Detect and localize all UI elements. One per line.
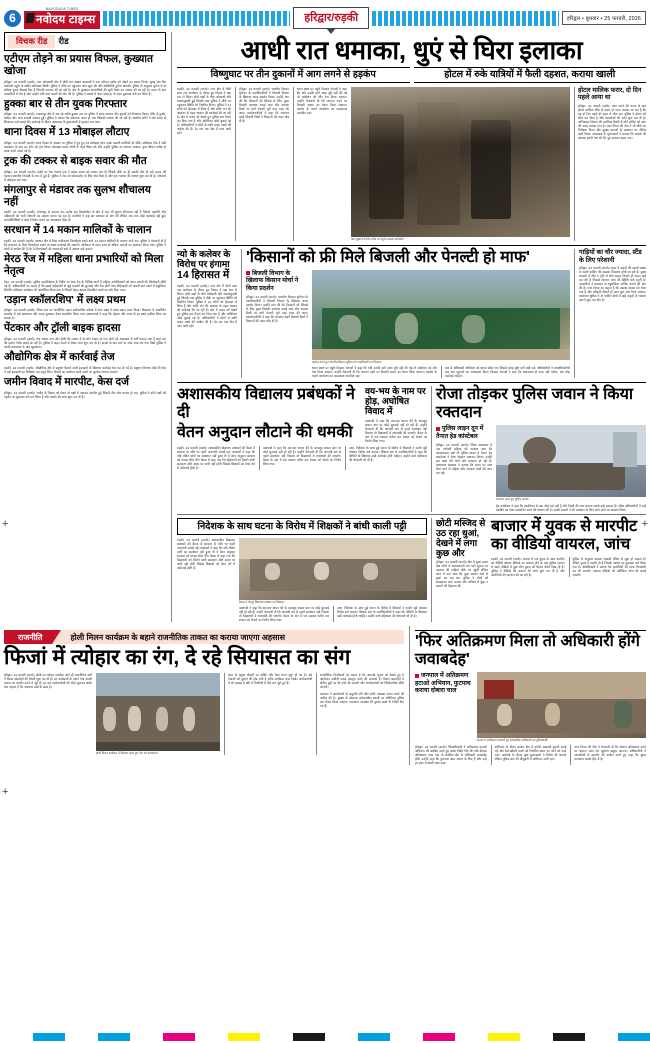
blood-text-2: हेड कांस्टेबल ने कहा कि इंसानियत से बड़ा कोई धर्म नहीं है और किसी की जान बचाना सबसे बड़ी इबादत है। वरिष्ठ अधिकारियों ने उन्हें प्रशस्ति पत्र देकर सम्मानित करने की घोषणा की है। साथी जवानों ने भी रक्तदान के लिए आगे आने का संकल्प लिया।	[496, 503, 646, 512]
lead-subhead-right: होटल में रुके यात्रियों में फैली दहशत, कराया खाली	[414, 67, 647, 83]
politics-headline[interactable]: फिजां में त्योहार का रंग, दे रहे सियासत का संग	[4, 646, 351, 670]
teachers-headline-l1[interactable]: अशासकीय विद्यालय प्रबंधकों ने दी	[177, 386, 355, 422]
mid-kicker-text: रुड़की, 24 फरवरी (वार्ता)। नगर क्षेत्र में बीती शाम एक कार्यक्रम के दौरान हुए विवाद ने बड़ा रूप ले लिया। दोनों पक्षों के बीच नारेबाजी और धक्कामुक्की हुई जिसके बाद पुलिस ने मौके पर पहुंचकर स्थिति को नियंत्रित किया। पुलिस ने 14 लोगों को हिरासत में लिया है और शांति भंग की आशंका के तहत चालान की कार्रवाई की जा रही है। क्षेत्र में तनाव को देखते हुए पुलिस बल तैनात कर दिया गया है और अतिरिक्त फोर्स बुलाई गई है। अधिकारियों ने लोगों से शांति बनाए रखने की अपील की है। देर रात तक क्षेत्र में गश्त जारी रही।	[177, 283, 237, 328]
date-line: हरिद्वार • बुधवार • 25 फरवरी, 2026	[562, 11, 646, 25]
sidebar-text-2: हरिद्वार, 24 फरवरी (वार्ता)। शहर में वाहनों की बढ़ती संख्या के चलते पार्किंग की समस्या विकराल होती जा रही है। मुख्य बाजारों में स्टैंड न होने से लोग सड़क किनारे ही वाहन खड़े कर देते हैं जिससे दिनभर जाम की स्थिति बनी रहती है। व्यापारियों ने प्रशासन से बहुमंजिला पार्किंग बनाने की मांग की है। नगर निगम का कहना है कि प्रस्ताव शासन को भेजा गया है और स्वीकृति मिलते ही काम शुरू करा दिया जाएगा। यातायात पुलिस ने नो पार्किंग क्षेत्रों में खड़े वाहनों के चालान काटने शुरू कर दिए हैं।	[579, 266, 646, 303]
decorative-bars-left	[103, 11, 290, 26]
mosque-head[interactable]: छोटी मस्जिद से उठ रहा धुआं, देखने में लगा कुछ और	[436, 517, 486, 558]
mosque-text: हरिद्वार, 24 फरवरी (वार्ता)। क्षेत्र में धुआं उठता देख लोगों में अफरातफरी मच गई। सूचना पर दमकल की गाड़ियां मौके पर पहुंचीं लेकिन जांच में पता चला कि कूड़ा जलाए जाने से धुआं उठ रहा था। पुलिस ने लोगों को समझाकर शांत कराया और भविष्य में कूड़ा न जलाने की हिदायत दी।	[436, 559, 488, 588]
sidebar-head-2[interactable]: गाड़ियों का चौर ज्यादा, स्टैंड के लिए परेशानी	[579, 249, 642, 264]
encroach-text-1: हरिद्वार, 24 फरवरी (वार्ता)। जिलाधिकारी ने अतिक्रमण हटाओ अभियान की समीक्षा करते हुए सख्त निर्देश दिए कि यदि दोबारा अतिक्रमण पाया गया तो संबंधित क्षेत्र के अधिकारी जवाबदेह होंगे। उन्होंने कहा कि फुटपाथ आम जनता के लिए हैं और उन्हें हर हाल में खाली रखा जाए।	[415, 744, 487, 765]
encroach-bullet-0: जनपाल में अतिक्रमण हटाओ अभियान, फुटपाथ कराया दोबारा चाल	[415, 672, 473, 695]
qr-headline-1[interactable]: हुक्का बार से तीन युवक गिरफ्तार	[4, 97, 127, 110]
decorative-bars-right	[372, 11, 559, 26]
teachers-text-2: वक्ताओं ने कहा कि बार-बार ज्ञापन देने के बावजूद शासन स्तर पर कोई सुनवाई नहीं हो रही है। उन्होंने चेतावनी दी कि आगामी सत्र से पहले समाधान नहीं निकला तो विद्यालयों में तालाबंदी की जाएगी। बैठक के अंत में एक प्रस्ताव पारित कर शासन को भेजने का निर्णय लिया गया।	[259, 446, 341, 470]
qr-text-1: हरिद्वार, 24 फरवरी (वार्ता)। ज्वालापुर क्षेत्र में चल रहे अवैध हुक्का बार पर पुलिस ने छापा मारकर तीन युवकों को गिरफ्तार किया। मौके से हुक्के, फ्लेवर और अन्य सामग्री बरामद हुई। पुलिस ने बताया कि संचालक फरार हो गया जिसकी तलाश की जा रही है। स्थानीय लोगों ने लंबे समय से शिकायत दर्ज कराई थी। कार्रवाई के दौरान आसपास के दुकानदारों में हड़कंप मच गया।	[4, 112, 166, 125]
protest-photo	[239, 538, 427, 600]
qr-headline-4[interactable]: मंगलापुर से मंडावर तक सुलभ शौचालय नहीं	[4, 183, 151, 208]
politics-text-col-3	[316, 673, 404, 755]
encroach-text-3: नगर निगम की टीम ने चेतावनी दी कि दोबारा अतिक्रमण करने पर सामान जब्त कर जुर्माना वसूला जाएगा। अधिकारियों ने व्यापारियों से सहयोग की अपील करते हुए कहा कि सुगम यातायात सबके हित में है।	[570, 745, 646, 765]
lead-sidebar	[574, 87, 646, 241]
assault-text-1: रुड़की, 24 फरवरी (वार्ता)। बाजार में एक युवक के साथ मारपीट का वीडियो सोशल मीडिया पर वायरल होने के बाद पुलिस हरकत में आई। वीडियो में कुछ लोग युवक को घेरकर पीटते दिख रहे हैं। पुलिस ने वीडियो की सत्यता की जांच शुरू कर दी है और आरोपियों की पहचान की जा रही है।	[491, 557, 565, 578]
politics-text-3: राजनीतिक विश्लेषकों का कहना है कि आगामी चुनाव को देखते हुए ये आयोजन जमीनी पकड़ मजबूत करने की कवायद हैं। मिलन समारोहों में क्षेत्रीय मुद्दों पर भी चर्चा की जाएगी और कार्यकर्ताओं को जिम्मेदारियां सौंपी जाएंगी।	[320, 672, 404, 689]
politics-text-4: प्रशासन ने आयोजकों से अनुमति लेने और शांति व्यवस्था बनाए रखने की अपील की है। सुरक्षा के मद्देनजर संवेदनशील स्थानों पर अतिरिक्त पुलिस बल तैनात किया जाएगा। यातायात व्यवस्था भी दुरुस्त रखने के निर्देश दिए गए हैं।	[320, 691, 404, 708]
fourth-band	[177, 518, 646, 623]
lead-text-1: रुड़की, 24 फरवरी (वार्ता)। नगर क्षेत्र में बीती शाम एक कार्यक्रम के दौरान हुए विवाद ने बड़ा रूप ले लिया। दोनों पक्षों के बीच नारेबाजी और धक्कामुक्की हुई जिसके बाद पुलिस ने मौके पर पहुंचकर स्थिति को नियंत्रित किया। पुलिस ने 14 लोगों को हिरासत में लिया है और शांति भंग की आशंका के तहत चालान की कार्रवाई की जा रही है। क्षेत्र में तनाव को देखते हुए पुलिस बल तैनात कर दिया गया है और अतिरिक्त फोर्स बुलाई गई है। अधिकारियों ने लोगों से शांति बनाए रखने की अपील की है। देर रात तक क्षेत्र में गश्त जारी रही।	[177, 86, 231, 135]
registration-mark-right: +	[641, 518, 648, 530]
farmers-story	[241, 249, 570, 378]
assault-text-2: पुलिस के अनुसार मामला आपसी रंजिश से जुड़ा हो सकता है। पीड़ित युवक ने तहरीर दी है जिसके आधार पर मुकदमा दर्ज किया गया है। क्षेत्राधिकारी ने बताया कि आरोपियों की जल्द गिरफ्तारी कर ली जाएगी। वायरल वीडियो की फॉरेंसिक जांच भी कराई जाएगी।	[569, 557, 647, 577]
parking-sidebar	[574, 249, 646, 378]
farmers-bullet-0: बिजली विभाग के खिलाफ किसान मोर्चा ने किया प्रदर्शन	[246, 270, 308, 293]
lead-photo-caption: आग बुझाने के लिए मौके पर पहुंचे दमकल कर्मचारी।	[351, 236, 405, 241]
qr-text-0: हरिद्वार, 24 फरवरी (वार्ता)। नगर कोतवाली क्षेत्र में बीती रात अज्ञात बदमाशों ने एक एटीएम मशीन को तोड़ने का प्रयास किया। सुबह जब बैंक कर्मचारी पहुंचे तो मशीन क्षतिग्रस्त मिली। पुलिस ने मौके पर पहुंचकर जांच शुरू की और सीसीटीवी फुटेज खंगाले। पुलिस के अनुसार फुटेज में दो संदिग्ध युवक दिखाई दिए हैं जिनकी पहचान की जा रही है। क्षेत्र के कुख्यात अपराधियों की सूची तैयार कर तलाश की जा रही है। घटना के बाद व्यापारियों में रोष है और उन्होंने रात्रि गश्त बढ़ाने की मांग की है। पुलिस ने मामले में धारा 331(4) के तहत मुकदमा दर्ज कर लिया है।	[4, 79, 166, 96]
lead-photo-wrap	[351, 87, 570, 241]
qr-text-10: हरिद्वार, 24 फरवरी (वार्ता)। जमीन के विवाद को लेकर दो पक्षों में जमकर मारपीट हुई जिसमें तीन लोग घायल हो गए। पुलिस ने दोनों पक्षों की तहरीर पर मुकदमा दर्ज कर लिया है और मामले की जांच शुरू कर दी है।	[4, 390, 166, 399]
teachers-subhead: वय-भय के नाम पर होड़, अघोषित विवाद में	[365, 386, 426, 417]
mid-kicker-2[interactable]: 14 हिरासत में	[177, 269, 230, 282]
qr-headline-8[interactable]: पेंटकार और ट्रॉली बाइक हादसा	[4, 322, 121, 335]
qr-text-3: हरिद्वार, 24 फरवरी (वार्ता)। हाईवे पर तेज रफ्तार ट्रक ने बाइक सवार को टक्कर मार दी जिससे मौके पर ही उसकी मौत हो गई। मृतक की पहचान स्थानीय निवासी के रूप में हुई है। पुलिस ने शव को पोस्टमार्टम के लिए भेज दिया है और ट्रक चालक की तलाश शुरू कर दी है। परिजनों में कोहराम मच गया।	[4, 169, 166, 182]
farmers-band	[177, 249, 646, 378]
qr-headline-10[interactable]: जमीन विवाद में मारपीट, केस दर्ज	[4, 375, 129, 388]
farmers-text-2: धरना स्थल पर पहुंचे किसान नेताओं ने कहा कि यदि उनकी मांगें जल्द पूरी नहीं की गईं तो आंदोलन को और तेज किया जाएगा। उन्होंने चेतावनी दी कि जरूरत पड़ने पर बिजली दफ्तर का घेराव किया जाएगा। प्रदर्शन के चलते कार्यालय का कामकाज प्रभावित रहा।	[312, 366, 437, 379]
qr-text-6: मेरठ, 24 फरवरी (वार्ता)। पुलिस महानिदेशक के निर्देश पर मेरठ रेंज के विभिन्न थानों में महिला उपनिरीक्षकों को थाना प्रभारी की जिम्मेदारी सौंपी गई है। अधिकारियों का कहना है कि इससे महिलाओं से जुड़े मामलों की सुनवाई और तेज होगी तथा पीड़िताओं को अपनी बात रखने में सहूलियत मिलेगी। प्रशिक्षण कार्यक्रम भी आयोजित किया गया है जिसमें नेतृत्व क्षमता विकसित करने पर जोर दिया गया।	[4, 279, 166, 292]
quick-read-column	[4, 32, 166, 622]
qr-headline-6[interactable]: मेरठ रेंज में महिला थाना प्रभारियों को मिला नेतृत्व	[4, 253, 164, 277]
farmers-text-3: बाद में अधिशासी अभियंता को ज्ञापन सौंपा गया जिसमें बारह सूत्री मांगें रखी गईं। अधिकारियों ने उच्चाधिकारियों तक बात पहुंचाने का आश्वासन दिया। किसान नेताओं ने कहा कि आश्वासन से काम नहीं चलेगा, अब ठोस कार्रवाई चाहिए।	[441, 366, 570, 378]
encroach-text-2: अभियान के दौरान बाजार क्षेत्र में दर्जनों अस्थायी दुकानें हटाई गईं और ठेले-खोमचे वालों को निर्धारित स्थान पर जाने को कहा गया। कार्रवाई के दौरान कुछ दुकानदारों ने विरोध भी जताया लेकिन पुलिस बल की मौजूदगी में अभियान जारी रहा।	[491, 745, 567, 765]
encroach-headline[interactable]: 'फिर अतिक्रमण मिला तो अधिकारी होंगे जवाबदेह'	[415, 633, 640, 669]
bottom-area	[4, 626, 646, 764]
assault-headline-l1[interactable]: बाजार में युवक से मारपीट	[491, 517, 638, 535]
qr-headline-9[interactable]: औद्योगिक क्षेत्र में कार्रवाई तेज	[4, 351, 115, 363]
politics-text-col-1	[4, 673, 92, 755]
lead-subhead-left: विष्णुघाट पर तीन दुकानों में आग लगने से हड़कंप	[177, 67, 410, 83]
edition-city-tag: हरिद्वार/रुड़की	[293, 7, 369, 29]
third-band	[177, 386, 646, 511]
politics-flag-text: होली मिलन कार्यक्रम के बहाने राजनीतिक ताकत का कराया जाएगा अहसास	[52, 630, 404, 644]
blood-photo	[496, 425, 646, 497]
lead-col-2	[235, 87, 289, 241]
lead-story	[177, 32, 646, 241]
blood-headline[interactable]: रोजा तोड़कर पुलिस जवान ने किया रक्तदान	[436, 386, 634, 422]
politics-flag: राजनीति	[4, 630, 52, 644]
logo-kicker: NAVODAYA TIMES	[45, 7, 79, 11]
qr-headline-0[interactable]: एटीएम तोड़ने का प्रयास विफल, कुख्यात खोजा	[4, 53, 153, 77]
qr-text-5: रुड़की, 24 फरवरी (वार्ता)। सरधान क्षेत्र में बिना पंजीकरण किरायेदार रखने वाले 14 मकान मालिकों के चालान काटे गए। पुलिस ने चेतावनी दी है कि सत्यापन के बिना किरायेदार रखने पर सख्त कार्रवाई की जाएगी। अभियान के तहत 120 से अधिक मकानों का सत्यापन किया गया। पुलिस ने लोगों से अपील की है कि वे किरायेदारों की जानकारी थाने में अवश्य दर्ज कराएं।	[4, 239, 166, 251]
qr-headline-2[interactable]: थाना दिवस में 13 मोबाइल लौटाए	[4, 126, 130, 139]
encroach-photo	[477, 672, 646, 738]
teachers-text-1: रुड़की, 24 फरवरी (वार्ता)। अशासकीय विद्यालय प्रबंधकों की बैठक में सरकार के रवैये पर गहरी नाराजगी जताई गई। प्रबंधकों ने कहा कि यदि लंबित मांगों का समाधान नहीं हुआ तो वे वेतन अनुदान सरकार को वापस लौटा देंगे। बैठक में कहा गया कि विद्यालयों को मिलने वाली सहायता राशि समय पर जारी नहीं होती जिससे शिक्षकों को वेतन देने में कठिनाई होती है।	[177, 445, 255, 470]
farmers-text-1: हरिद्वार, 24 फरवरी (वार्ता)। भारतीय किसान यूनियन के पदाधिकारियों ने बिजली विभाग के खिलाफ धरना प्रदर्शन किया। उन्होंने मांग की कि किसानों को सिंचाई के लिए मुफ्त बिजली उपलब्ध कराई जाए और बकाया बिलों पर लगी पेनल्टी पूरी तरह माफ की जाए। प्रदर्शनकारियों ने कहा कि लगातार बढ़ते बिजली बिलों ने किसानों की कमर तोड़ दी है।	[246, 295, 308, 324]
politics-story	[4, 626, 404, 764]
qr-text-2: हरिद्वार, 24 फरवरी (वार्ता)। थाना दिवस के अवसर पर पुलिस ने गुम हुए 13 मोबाइल फोन उनके असली मालिकों को सौंपे। सर्विलांस टीम ने लंबी मशक्कत के बाद इन फोन को ट्रेस किया। मोबाइल पाकर लोगों के चेहरे खिल उठे और उन्होंने पुलिस का आभार जताया। कुल कीमत करीब दो लाख रुपये बताई गई है।	[4, 141, 166, 153]
color-registration-bar	[0, 1033, 650, 1041]
farmers-headline[interactable]: 'किसानों को फ्री मिले बिजली और पेनल्टी हो माफ'	[246, 249, 530, 267]
qr-text-9: रुड़की, 24 फरवरी (वार्ता)। औद्योगिक क्षेत्र में प्रदूषण फैलाने वाली इकाइयों के खिलाफ कार्रवाई तेज कर दी गई है। प्रदूषण नियंत्रण बोर्ड की टीम ने कई इकाइयों का निरीक्षण कर नमूने लिए। नियमों का उल्लंघन करने वालों पर जुर्माना लगाया जाएगा।	[4, 365, 166, 374]
protest-photo-caption: बैठक में मौजूद विद्यालय प्रबंधक एवं शिक्षक।	[239, 600, 285, 605]
politics-text-col-2	[224, 673, 312, 755]
registration-mark-left: +	[2, 518, 9, 530]
qr-text-7: हरिद्वार, 24 फरवरी (वार्ता)। जिला स्तर पर आयोजित उड़ान स्कॉलरशिप परीक्षा में छात्र लक्ष्य ने प्रथम स्थान प्राप्त किया। विद्यालय में आयोजित समारोह में उसे प्रमाणपत्र और नकद पुरस्कार देकर सम्मानित किया गया। प्रधानाचार्य ने कहा कि मेहनत और लगन से हर लक्ष्य हासिल किया जा सकता है।	[4, 308, 166, 321]
farmers-photo-caption: प्रदर्शन करते हुए भारतीय किसान यूनियन के पदाधिकारी एवं किसान।	[312, 359, 382, 364]
main-content-area	[171, 32, 646, 622]
lead-photo	[351, 87, 570, 237]
lead-text-3: धरना स्थल पर पहुंचे किसान नेताओं ने कहा कि यदि उनकी मांगें जल्द पूरी नहीं की गईं तो आंदोलन को और तेज किया जाएगा। उन्होंने चेतावनी दी कि जरूरत पड़ने पर बिजली दफ्तर का घेराव किया जाएगा। प्रदर्शन के चलते कार्यालय का कामकाज प्रभावित रहा।	[297, 86, 347, 115]
politics-photo-caption: होली मिलन कार्यक्रम में शिरकत करते हुए नेता एवं कार्यकर्ता।	[96, 750, 159, 755]
teachers-side-text: वक्ताओं ने कहा कि बार-बार ज्ञापन देने के बावजूद शासन स्तर पर कोई सुनवाई नहीं हो रही है। उन्होंने चेतावनी दी कि आगामी सत्र से पहले समाधान नहीं निकला तो विद्यालयों में तालाबंदी की जाएगी। बैठक के अंत में एक प्रस्ताव पारित कर शासन को भेजने का निर्णय लिया गया।	[365, 418, 427, 443]
protest-band-head: निदेशक के साथ घटना के विरोध में शिक्षकों ने बांधी काली पट्टी	[177, 518, 427, 536]
encroach-photo-caption: बाजार में अतिक्रमण हटवाते हुए प्रशासनिक अधिकारी एवं पुलिसकर्मी।	[477, 738, 549, 743]
lead-col-3	[293, 87, 347, 241]
encroach-story	[409, 626, 646, 764]
teachers-headline-l2[interactable]: वेतन अनुदान लौटाने की धमकी	[177, 424, 353, 442]
masthead	[4, 0, 646, 30]
protest-text-3: उधर, निदेशक के साथ हुई घटना के विरोध में शिक्षकों ने काली पट्टी बांधकर विरोध दर्ज कराया। शिक्षक संघ के पदाधिकारियों ने कहा कि दोषियों के खिलाफ कड़ी कार्रवाई होनी चाहिए। उन्होंने कार्य बहिष्कार की चेतावनी भी दी है।	[333, 606, 427, 622]
quick-read-flag-suffix: रीड	[58, 36, 69, 46]
assault-story	[431, 518, 646, 623]
logo-text: नवोदय टाइम्स	[24, 11, 100, 29]
teachers-story	[177, 386, 427, 511]
lead-headline[interactable]: आधी रात धमाका, धुएं से घिरा इलाका	[240, 35, 583, 65]
farmers-photo-wrap	[312, 270, 570, 378]
politics-photo-wrap	[96, 673, 220, 755]
mid-kicker[interactable]: न्यो के कलेवर के विरोध पर हंगामा	[177, 249, 231, 270]
registration-mark-left-2: +	[2, 786, 9, 798]
blood-text-1: हरिद्वार, 24 फरवरी (वार्ता)। जिला अस्पताल में एक गर्भवती महिला को तत्काल रक्त की आवश्यकता पड़ी तो पुलिस लाइन में तैनात हेड कांस्टेबल ने रोजा तोड़कर रक्तदान किया। उनकी इस पहल की चारों ओर सराहना हो रही है। अस्पताल प्रशासन ने बताया कि समय पर रक्त मिल जाने से महिला और नवजात दोनों की जान बच गई।	[436, 443, 492, 476]
blood-bullet-0: पुलिस लाइन दून में तैनात हेड कांस्टेबल	[436, 425, 492, 440]
protest-band	[177, 518, 427, 623]
qr-text-8: हरिद्वार, 24 फरवरी (वार्ता)। तेज रफ्तार कार और ट्रॉली की टक्कर में दो लोग घायल हो गए। दोनों को अस्पताल में भर्ती कराया गया है जहां एक की हालत गंभीर बताई जा रही है। पुलिस ने वाहन कब्जे में लेकर जांच शुरू कर दी है। हादसे के बाद मार्ग पर लंबा जाम लग गया जिसे पुलिस ने काफी मशक्कत के बाद खुलवाया।	[4, 337, 166, 349]
politics-text-1: हरिद्वार, 24 फरवरी (वार्ता)। होली का त्योहार नजदीक आते ही राजनीतिक दलों ने मिलन समारोहों की तैयारी शुरू कर दी है। इन कार्यक्रमों के बहाने नेता अपनी ताकत का प्रदर्शन करने में जुटे हैं। हर दल कार्यकर्ताओं की भीड़ जुटाकर संदेश देना चाहता है कि जनाधार उसी के साथ है।	[4, 672, 92, 689]
politics-flag-row	[4, 630, 404, 644]
protest-text-2: वक्ताओं ने कहा कि बार-बार ज्ञापन देने के बावजूद शासन स्तर पर कोई सुनवाई नहीं हो रही है। उन्होंने चेतावनी दी कि आगामी सत्र से पहले समाधान नहीं निकला तो विद्यालयों में तालाबंदी की जाएगी। बैठक के अंत में एक प्रस्ताव पारित कर शासन को भेजने का निर्णय लिया गया।	[239, 606, 329, 623]
farmers-photo	[312, 270, 570, 360]
sidebar-head-1[interactable]: होटल मालिक फरार, दो दिन पहले आया था	[578, 86, 642, 102]
farmers-bullets-col	[246, 270, 308, 378]
blood-photo-caption: रक्तदान करते हुए पुलिस जवान।	[496, 497, 530, 502]
page-number-badge: 6	[4, 10, 21, 27]
farmers-left-kicker-col	[177, 249, 237, 378]
publication-logo[interactable]	[24, 7, 100, 29]
qr-headline-7[interactable]: 'उड़ान स्कॉलरशिप' में लक्ष्य प्रथम	[4, 293, 126, 306]
qr-headline-3[interactable]: ट्रक की टक्कर से बाइक सवार की मौत	[4, 155, 147, 167]
politics-text-2: शहर के प्रमुख चौराहों पर होर्डिंग और बैनर लगने शुरू हो गए हैं। बड़े नेताओं को बुलाने की होड़ मची है ताकि कार्यक्रम भव्य दिखे। कार्यकर्ताओं में भी उत्साह है और वे तैयारियों में दिन-रात जुटे हुए हैं।	[228, 672, 312, 685]
blood-story	[431, 386, 646, 511]
politics-photo	[96, 673, 220, 751]
teachers-text-3: उधर, निदेशक के साथ हुई घटना के विरोध में शिक्षकों ने काली पट्टी बांधकर विरोध दर्ज कराया। शिक्षक संघ के पदाधिकारियों ने कहा कि दोषियों के खिलाफ कड़ी कार्रवाई होनी चाहिए। उन्होंने कार्य बहिष्कार की चेतावनी भी दी है।	[345, 446, 427, 470]
assault-headline-l2[interactable]: का वीडियो वायरल, जांच	[491, 536, 631, 554]
qr-headline-5[interactable]: सरधान में 14 मकान मालिकों के चालान	[4, 224, 152, 237]
sidebar-text-1: हरिद्वार, 24 फरवरी (वार्ता)। आग लगने की घटना के बाद होटल मालिक मौके से फरार हो गया। बताया जा रहा है कि वह दो दिन पहले ही बाहर से लौटा था। पुलिस ने होटल को सील कर दिया है और दस्तावेजों की जांच शुरू कर दी है। अग्निशमन विभाग की प्रारंभिक रिपोर्ट में शॉर्ट सर्किट को आग की वजह बताया गया है। नगर निगम की टीम ने भी मौके का निरीक्षण किया और सुरक्षा मानकों के उल्लंघन पर नोटिस जारी किया। आसपास के दुकानदारों ने बताया कि धमाके की आवाज इतनी तेज थी कि पूरा इलाका दहल गया।	[578, 103, 646, 140]
lead-col-1	[177, 87, 231, 241]
qr-text-4: रुड़की, 24 फरवरी (वार्ता)। मंगलापुर से मंडावर तक करीब दस किलोमीटर के क्षेत्र में एक भी सुलभ शौचालय नहीं है जिससे राहगीरों और महिलाओं को भारी परेशानी का सामना करना पड़ रहा है। ग्रामीणों ने कई बार प्रशासन से मांग की लेकिन अब तक कोई कार्रवाई नहीं हुई। जनप्रतिनिधियों ने जल्द निर्माण कराने का आश्वासन दिया है।	[4, 210, 166, 223]
quick-read-flag: विचक रीड	[8, 35, 55, 48]
protest-text-1: रुड़की, 24 फरवरी (वार्ता)। अशासकीय विद्यालय प्रबंधकों की बैठक में सरकार के रवैये पर गहरी नाराजगी जताई गई। प्रबंधकों ने कहा कि यदि लंबित मांगों का समाधान नहीं हुआ तो वे वेतन अनुदान सरकार को वापस लौटा देंगे। बैठक में कहा गया कि विद्यालयों को मिलने वाली सहायता राशि समय पर जारी नहीं होती जिससे शिक्षकों को वेतन देने में कठिनाई होती है।	[177, 538, 235, 571]
lead-text-2: हरिद्वार, 24 फरवरी (वार्ता)। भारतीय किसान यूनियन के पदाधिकारियों ने बिजली विभाग के खिलाफ धरना प्रदर्शन किया। उन्होंने मांग की कि किसानों को सिंचाई के लिए मुफ्त बिजली उपलब्ध कराई जाए और बकाया बिलों पर लगी पेनल्टी पूरी तरह माफ की जाए। प्रदर्शनकारियों ने कहा कि लगातार बढ़ते बिजली बिलों ने किसानों की कमर तोड़ दी है।	[239, 86, 289, 123]
